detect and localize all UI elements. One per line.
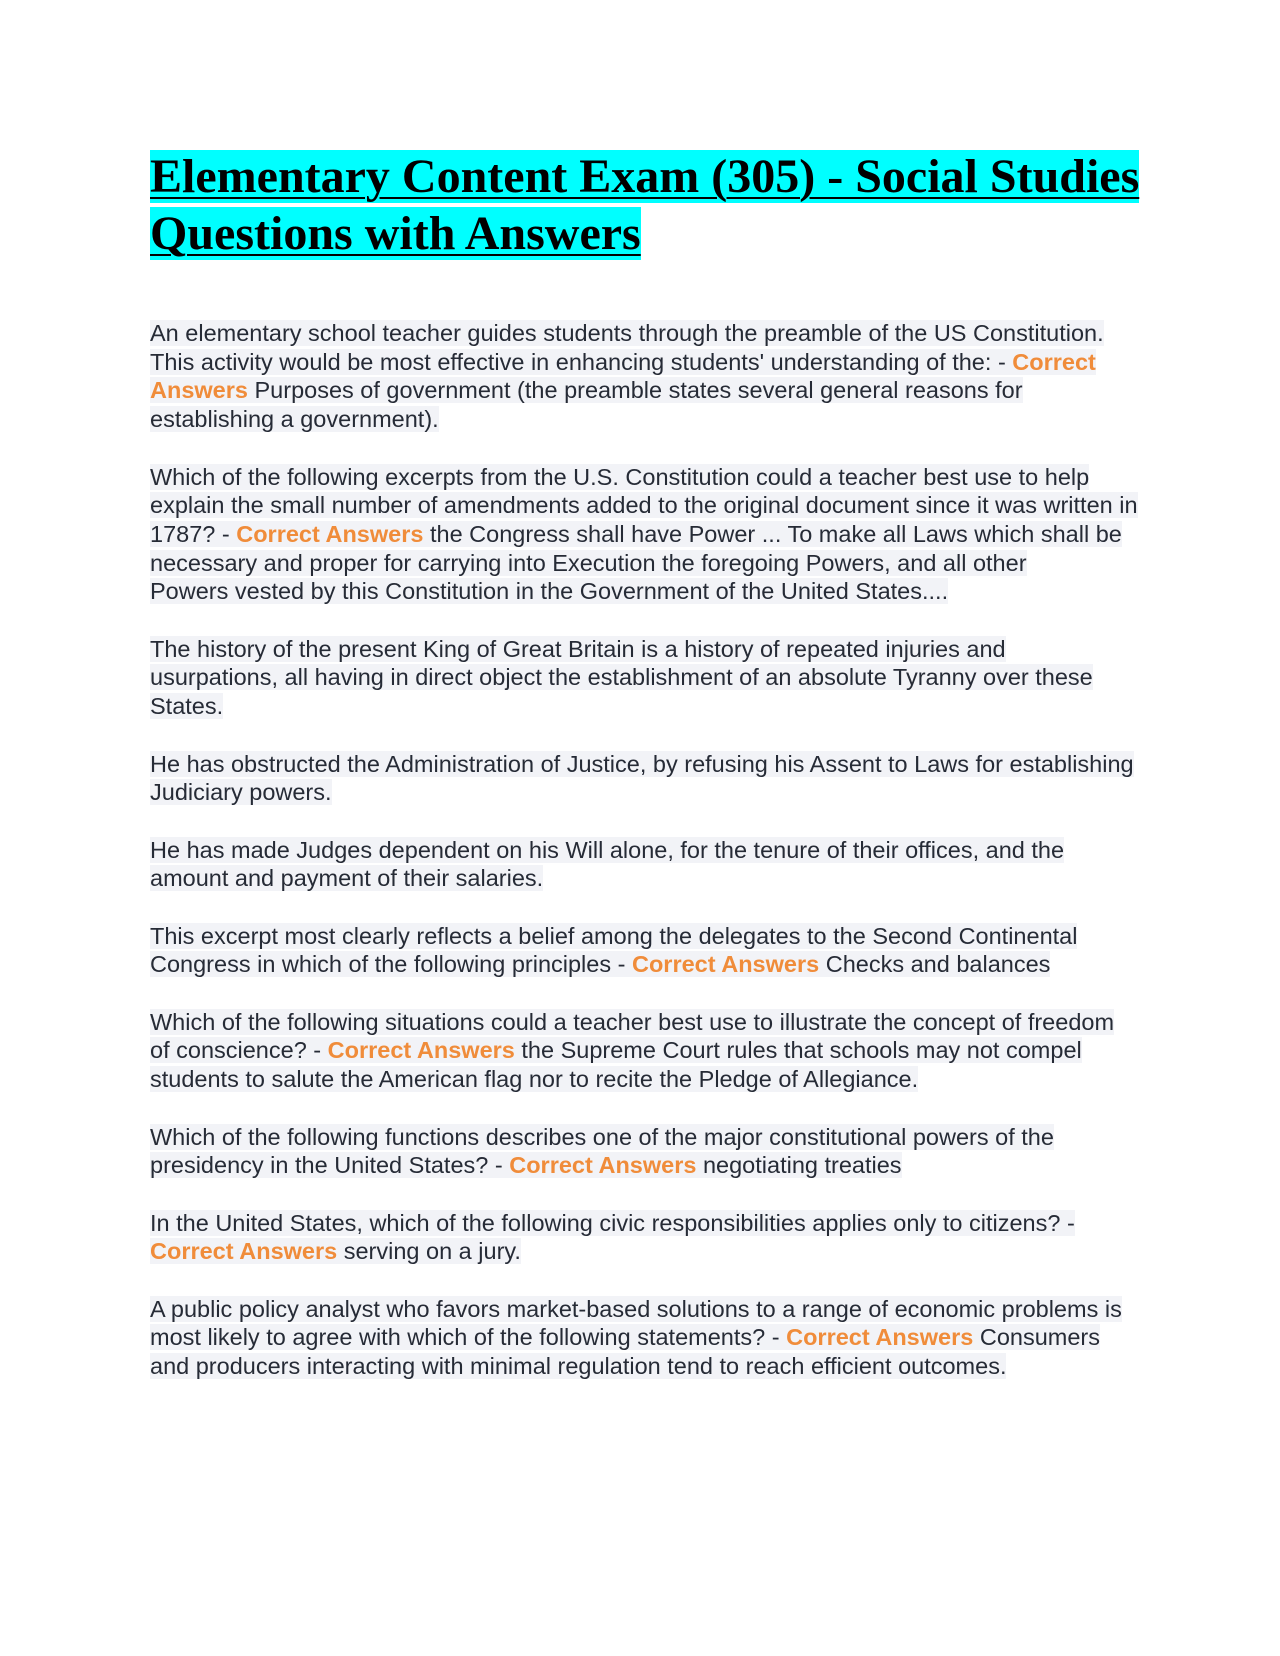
qa-item-2 [150, 463, 1140, 607]
answer-label: Correct Answers [150, 348, 1096, 404]
question-text: Which of the following functions describes one of the major constitutional powers of the presidency in the United States? - [150, 1123, 1054, 1179]
document-page [150, 148, 1140, 1410]
answer-label: Correct Answers [786, 1324, 974, 1351]
qa-item-3 [150, 922, 1140, 979]
qa-item-4 [150, 1008, 1140, 1094]
question-text: This excerpt most clearly reflects a belief among the delegates to the Second Continental Congress in which of the following principles - [150, 922, 1078, 978]
answer-text: serving on a jury. [343, 1238, 521, 1265]
document-title [150, 148, 1140, 262]
qa-item-7 [150, 1295, 1140, 1381]
answer-text: Checks and balances [825, 951, 1051, 978]
excerpt-text: He has made Judges dependent on his Will alone, for the tenure of their offices, and the amount and payment of their salaries. [150, 836, 1065, 892]
question-text: In the United States, which of the following civic responsibilities applies only to citizens? - [150, 1209, 1075, 1236]
question-text: Which of the following excerpts from the U.S. Constitution could a teacher best use to help explain the small number of amendments added to the original document since it was written in 1787? - [150, 463, 1138, 547]
answer-label: Correct Answers [631, 951, 820, 978]
excerpt-3 [150, 836, 1140, 893]
qa-item-1 [150, 319, 1140, 434]
answer-text: the Congress shall have Power ... To make all Laws which shall be necessary and proper for carrying into Execution the foregoing Powers, and all other [150, 520, 1122, 576]
answer-text: the Supreme Court rules that schools may not compel students to salute the American flag nor to recite the Pledge of Allegiance. [150, 1037, 1082, 1093]
answer-label: Correct Answers [150, 1238, 338, 1265]
answer-text: Purposes of government (the preamble states several general reasons for establishing a government). [150, 377, 1023, 433]
answer-label: Correct Answers [509, 1152, 697, 1179]
question-text: A public policy analyst who favors market-based solutions to a range of economic problems is most likely to agree with which of the following statements? - [150, 1295, 1122, 1351]
question-text: Which of the following situations could a teacher best use to illustrate the concept of freedom of conscience? - [150, 1008, 1115, 1064]
qa-item-6 [150, 1209, 1140, 1266]
answer-text-continued: Powers vested by this Constitution in the Government of the United States.... [150, 578, 949, 605]
answer-text: Consumers and producers interacting with minimal regulation tend to reach efficient outcomes. [150, 1324, 1100, 1380]
answer-label: Correct Answers [327, 1037, 515, 1064]
excerpt-text: He has obstructed the Administration of Justice, by refusing his Assent to Laws for establishing Judiciary powers. [150, 750, 1134, 806]
excerpt-1 [150, 635, 1140, 721]
question-text: An elementary school teacher guides students through the preamble of the US Constitution. This activity would be most effective in enhancing students' understanding of the: - [150, 320, 1104, 375]
document-body [150, 319, 1140, 1381]
answer-text: negotiating treaties [702, 1152, 902, 1179]
title-text: Elementary Content Exam (305) - Social Studies Questions with Answers [150, 150, 1140, 260]
excerpt-text: The history of the present King of Great Britain is a history of repeated injuries and usurpations, all having in direct object the establishment of an absolute Tyranny over these States. [150, 635, 1093, 720]
qa-item-5 [150, 1123, 1140, 1180]
answer-label: Correct Answers [236, 520, 424, 547]
excerpt-2 [150, 750, 1140, 807]
